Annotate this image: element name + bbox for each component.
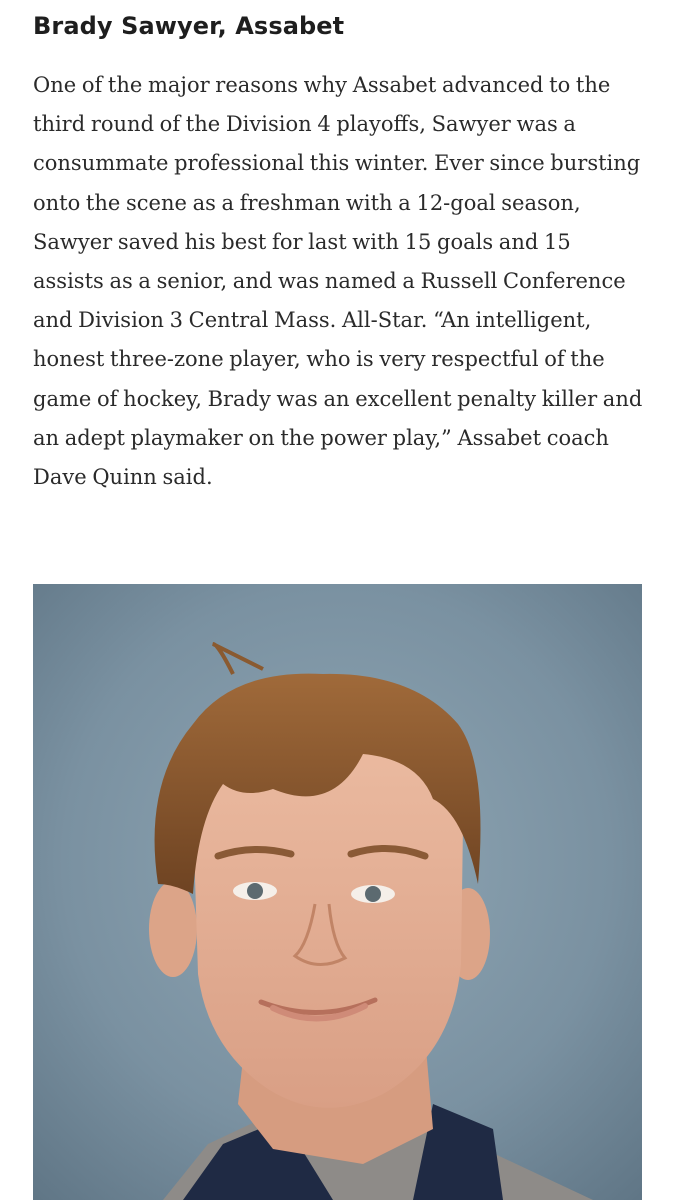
right-iris bbox=[365, 886, 381, 902]
portrait-image bbox=[33, 584, 642, 1200]
player-photo bbox=[33, 584, 642, 1200]
article-headline: Brady Sawyer, Assabet bbox=[33, 12, 345, 40]
left-iris bbox=[247, 883, 263, 899]
article-body: One of the major reasons why Assabet advanced to the third round of the Division 4 playoffs, Sawyer was a consummate professional this winter. Ever since bursting onto the scene as a freshman with a 12-goal season, Sawyer saved his best for last with 15 goals and 15 assists as a senior, and was named a Russell Conference and Division 3 Central Mass. All-Star. “An intelligent, honest three-zone player, who is very respectful of the game of hockey, Brady was an excellent penalty killer and an adept playmaker on the power play,” Assabet coach Dave Quinn said. bbox=[33, 73, 643, 490]
left-ear bbox=[149, 881, 197, 977]
